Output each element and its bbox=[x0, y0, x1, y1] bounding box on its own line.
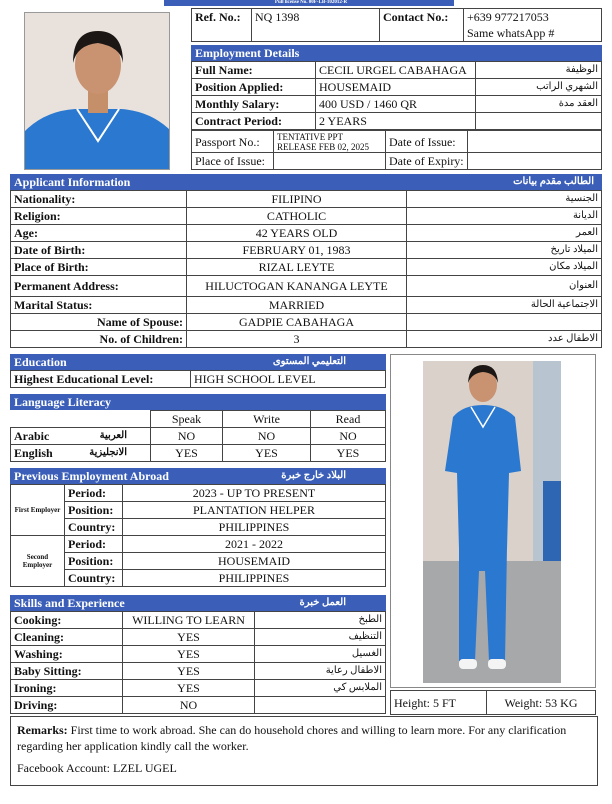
religion-value: CATHOLIC bbox=[187, 208, 407, 225]
first-country-value: PHILIPPINES bbox=[123, 519, 386, 536]
first-position-label: Position: bbox=[65, 502, 123, 519]
second-position-value: HOUSEMAID bbox=[123, 553, 386, 570]
second-country-label: Country: bbox=[65, 570, 123, 587]
contract-value: 2 YEARS bbox=[316, 113, 476, 130]
marital-value: MARRIED bbox=[187, 297, 407, 314]
skills-title-ar: العمل خبرة bbox=[299, 597, 346, 608]
full-name-value: CECIL URGEL CABAHAGA bbox=[316, 62, 476, 79]
remarks-body: First time to work abroad. She can do household chores and willing to learn more. For any clarification regarding her application kindly call the worker. bbox=[17, 723, 567, 753]
full-body-photo-frame bbox=[390, 354, 596, 688]
ironing-label: Ironing: bbox=[11, 680, 123, 697]
second-position-label: Position: bbox=[65, 553, 123, 570]
first-period-value: 2023 - UP TO PRESENT bbox=[123, 485, 386, 502]
english-write: YES bbox=[223, 445, 311, 462]
applicant-title-ar: الطالب مقدم بيانات bbox=[513, 176, 594, 187]
contact-note: Same whatsApp # bbox=[467, 26, 555, 40]
age-label: Age: bbox=[11, 225, 187, 242]
cleaning-ar: التنظيف bbox=[255, 629, 386, 646]
babysitting-value: YES bbox=[123, 663, 255, 680]
driving-ar bbox=[255, 697, 386, 714]
salary-value: 400 USD / 1460 QR bbox=[316, 96, 476, 113]
second-country-value: PHILIPPINES bbox=[123, 570, 386, 587]
full-body-photo bbox=[423, 361, 561, 683]
previous-title: Previous Employment Abroad bbox=[14, 469, 169, 483]
address-label: Permanent Address: bbox=[11, 276, 187, 297]
ref-label: Ref. No.: bbox=[192, 9, 252, 42]
issue-place-value bbox=[274, 153, 386, 170]
ironing-ar: الملابس كي bbox=[255, 680, 386, 697]
issue-date-value bbox=[467, 131, 601, 153]
address-ar: العنوان bbox=[407, 276, 602, 297]
speak-header: Speak bbox=[151, 411, 223, 428]
english-read: YES bbox=[311, 445, 386, 462]
marital-ar: الاجتماعية الحالة bbox=[407, 297, 602, 314]
arabic-speak: NO bbox=[151, 428, 223, 445]
arabic-label-ar: العربية bbox=[99, 430, 127, 441]
washing-ar: الغسيل bbox=[255, 646, 386, 663]
first-employer-label: First Employer bbox=[11, 485, 65, 536]
remarks-text bbox=[17, 722, 591, 754]
babysitting-label: Baby Sitting: bbox=[11, 663, 123, 680]
read-header: Read bbox=[311, 411, 386, 428]
issue-date-label: Date of Issue: bbox=[386, 131, 468, 153]
english-label-text: English bbox=[14, 446, 53, 460]
washing-label: Washing: bbox=[11, 646, 123, 663]
passport-value: TENTATIVE PPT RELEASE FEB 02, 2025 bbox=[274, 131, 386, 153]
education-title: Education bbox=[14, 355, 67, 369]
marital-label: Marital Status: bbox=[11, 297, 187, 314]
pob-label: Place of Birth: bbox=[11, 259, 187, 276]
english-speak: YES bbox=[151, 445, 223, 462]
driving-label: Driving: bbox=[11, 697, 123, 714]
weight-value: Weight: 53 KG bbox=[487, 691, 596, 715]
driving-value: NO bbox=[123, 697, 255, 714]
salary-label: Monthly Salary: bbox=[192, 96, 316, 113]
arabic-label bbox=[11, 428, 151, 445]
passport-label: Passport No.: bbox=[192, 131, 274, 153]
contact-value bbox=[464, 9, 602, 42]
english-label-ar: الانجليزية bbox=[89, 447, 127, 458]
expiry-label: Date of Expiry: bbox=[386, 153, 468, 170]
children-value: 3 bbox=[187, 331, 407, 348]
cooking-value: WILLING TO LEARN bbox=[123, 612, 255, 629]
education-value: HIGH SCHOOL LEVEL bbox=[191, 371, 386, 388]
skills-header bbox=[10, 595, 386, 611]
dob-value: FEBRUARY 01, 1983 bbox=[187, 242, 407, 259]
children-ar: الاطفال عدد bbox=[407, 331, 602, 348]
nationality-ar: الجنسية bbox=[407, 191, 602, 208]
address-value: HILUCTOGAN KANANGA LEYTE bbox=[187, 276, 407, 297]
arabic-write: NO bbox=[223, 428, 311, 445]
ref-value: NQ 1398 bbox=[252, 9, 380, 42]
applicant-title: Applicant Information bbox=[14, 175, 131, 189]
facebook-account: Facebook Account: LZEL UGEL bbox=[17, 761, 177, 775]
applicant-header bbox=[10, 174, 602, 190]
contact-label: Contact No.: bbox=[380, 9, 464, 42]
first-period-label: Period: bbox=[65, 485, 123, 502]
pob-value: RIZAL LEYTE bbox=[187, 259, 407, 276]
children-label: No. of Children: bbox=[11, 331, 187, 348]
position-value: HOUSEMAID bbox=[316, 79, 476, 96]
dob-label: Date of Birth: bbox=[11, 242, 187, 259]
contact-number: +639 977217053 bbox=[467, 10, 549, 24]
nationality-label: Nationality: bbox=[11, 191, 187, 208]
expiry-value bbox=[467, 153, 601, 170]
first-position-value: PLANTATION HELPER bbox=[123, 502, 386, 519]
arabic-read: NO bbox=[311, 428, 386, 445]
second-employer-label: Second Employer bbox=[11, 536, 65, 587]
second-period-value: 2021 - 2022 bbox=[123, 536, 386, 553]
education-label: Highest Educational Level: bbox=[11, 371, 191, 388]
cleaning-value: YES bbox=[123, 629, 255, 646]
second-period-label: Period: bbox=[65, 536, 123, 553]
religion-label: Religion: bbox=[11, 208, 187, 225]
first-country-label: Country: bbox=[65, 519, 123, 536]
employment-details-header: Employment Details bbox=[191, 45, 602, 61]
ironing-value: YES bbox=[123, 680, 255, 697]
education-header bbox=[10, 354, 386, 370]
height-value: Height: 5 FT bbox=[391, 691, 487, 715]
washing-value: YES bbox=[123, 646, 255, 663]
religion-ar: الديانة bbox=[407, 208, 602, 225]
dob-ar: الميلاد تاريخ bbox=[407, 242, 602, 259]
write-header: Write bbox=[223, 411, 311, 428]
cleaning-label: Cleaning: bbox=[11, 629, 123, 646]
remarks-box bbox=[10, 716, 598, 786]
nationality-value: FILIPINO bbox=[187, 191, 407, 208]
previous-title-ar: البلاد خارج خبرة bbox=[281, 470, 346, 481]
language-header: Language Literacy bbox=[10, 394, 386, 410]
spouse-value: GADPIE CABAHAGA bbox=[187, 314, 407, 331]
salary-ar: الشهري الراتب bbox=[476, 79, 602, 96]
job-ar: الوظيفة bbox=[476, 62, 602, 79]
previous-employment-header bbox=[10, 468, 386, 484]
position-label: Position Applied: bbox=[192, 79, 316, 96]
age-ar: العمر bbox=[407, 225, 602, 242]
cooking-ar: الطبخ bbox=[255, 612, 386, 629]
english-label bbox=[11, 445, 151, 462]
remarks-label: Remarks: bbox=[17, 723, 68, 737]
spouse-label: Name of Spouse: bbox=[11, 314, 187, 331]
cooking-label: Cooking: bbox=[11, 612, 123, 629]
headshot-photo bbox=[24, 12, 170, 170]
license-strip: Pull license No. 00F-LB-102012-R bbox=[164, 0, 454, 6]
full-name-label: Full Name: bbox=[192, 62, 316, 79]
age-value: 42 YEARS OLD bbox=[187, 225, 407, 242]
contract-ar: العقد مدة bbox=[476, 96, 602, 113]
issue-place-label: Place of Issue: bbox=[192, 153, 274, 170]
babysitting-ar: الاطفال رعاية bbox=[255, 663, 386, 680]
skills-title: Skills and Experience bbox=[14, 596, 125, 610]
arabic-label-text: Arabic bbox=[14, 429, 50, 443]
education-title-ar: التعليمي المستوى bbox=[272, 356, 346, 367]
pob-ar: الميلاد مكان bbox=[407, 259, 602, 276]
contract-label: Contract Period: bbox=[192, 113, 316, 130]
